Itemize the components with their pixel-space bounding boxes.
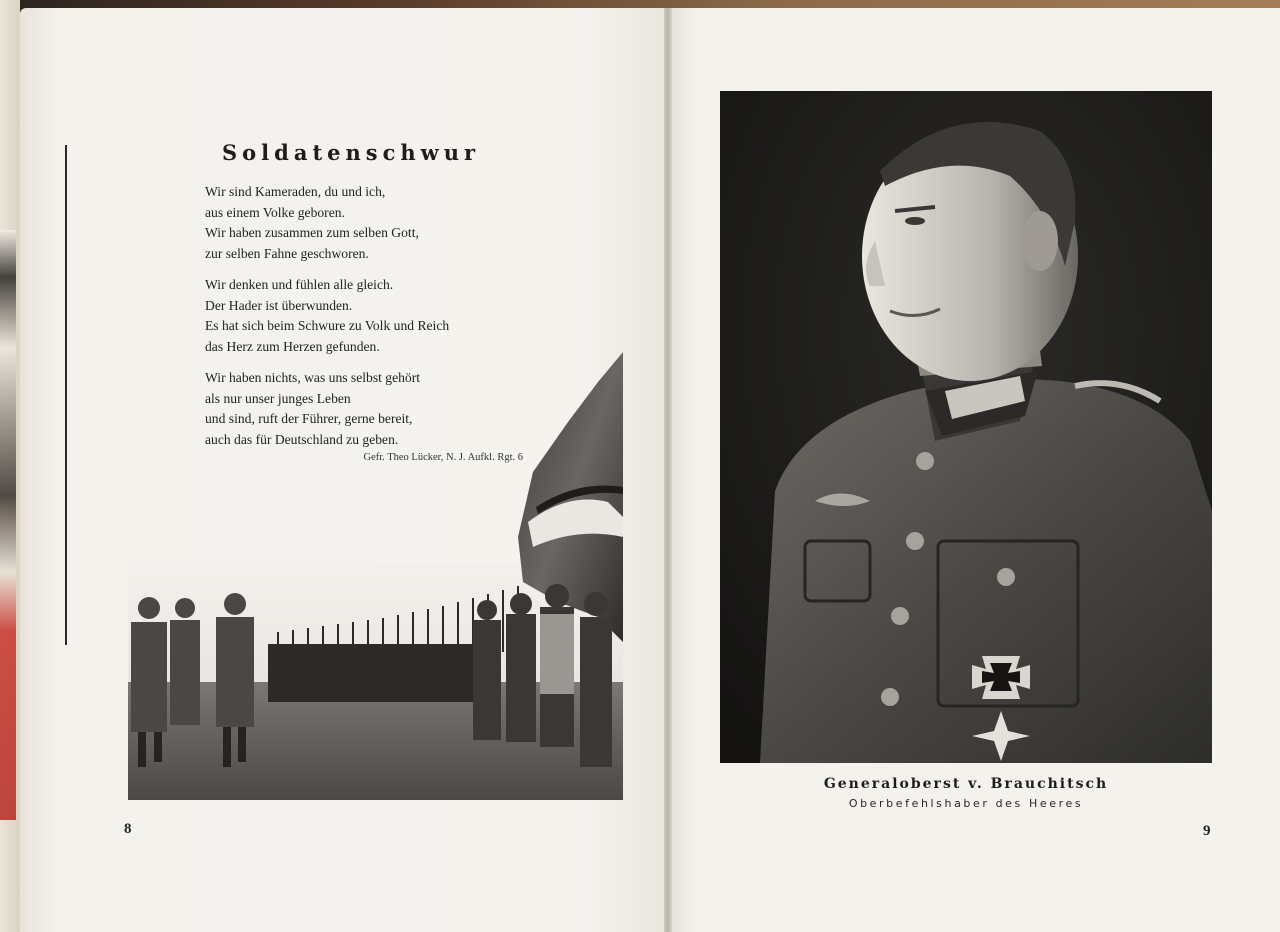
poem-line: aus einem Volke geboren. [205, 204, 345, 220]
page-number-right: 9 [1203, 823, 1211, 839]
book-spine [664, 8, 672, 932]
flag-strip-decoration [0, 230, 16, 820]
poem-line: Wir haben nichts, was uns selbst gehört [205, 370, 421, 385]
poem-line: Wir denken und fühlen alle gleich. [205, 277, 394, 292]
poem-line: Der Hader ist überwunden. [205, 297, 353, 313]
parade-photo-icon [128, 352, 623, 800]
poem-line: als nur unser junges Leben [205, 390, 351, 406]
poem-stanza [205, 275, 505, 357]
portrait-photo-icon [720, 91, 1212, 763]
poem-line: das Herz zum Herzen gefunden. [205, 338, 380, 354]
portrait-caption-title: Oberbefehlshaber des Heeres [848, 797, 1084, 810]
page-number-left: 8 [124, 821, 132, 837]
poem-stanza [205, 182, 505, 264]
poem-title: Soldatenschwur [222, 140, 481, 165]
portrait-caption-name: Generaloberst v. Brauchitsch [823, 776, 1109, 792]
poem-line: Wir sind Kameraden, du und ich, [205, 184, 386, 199]
poem-line: auch das für Deutschland zu geben. [205, 431, 399, 447]
poem-line: und sind, ruft der Führer, gerne bereit, [205, 411, 413, 426]
poem-line: Es hat sich beim Schwure zu Volk und Reich [205, 318, 450, 333]
poem-credit: Gefr. Theo Lücker, N. J. Aufkl. Rgt. 6 [363, 452, 523, 463]
poem-line: Wir haben zusammen zum selben Gott, [205, 225, 419, 240]
left-margin-rule [65, 145, 67, 645]
poem-line: zur selben Fahne geschworen. [205, 245, 369, 261]
